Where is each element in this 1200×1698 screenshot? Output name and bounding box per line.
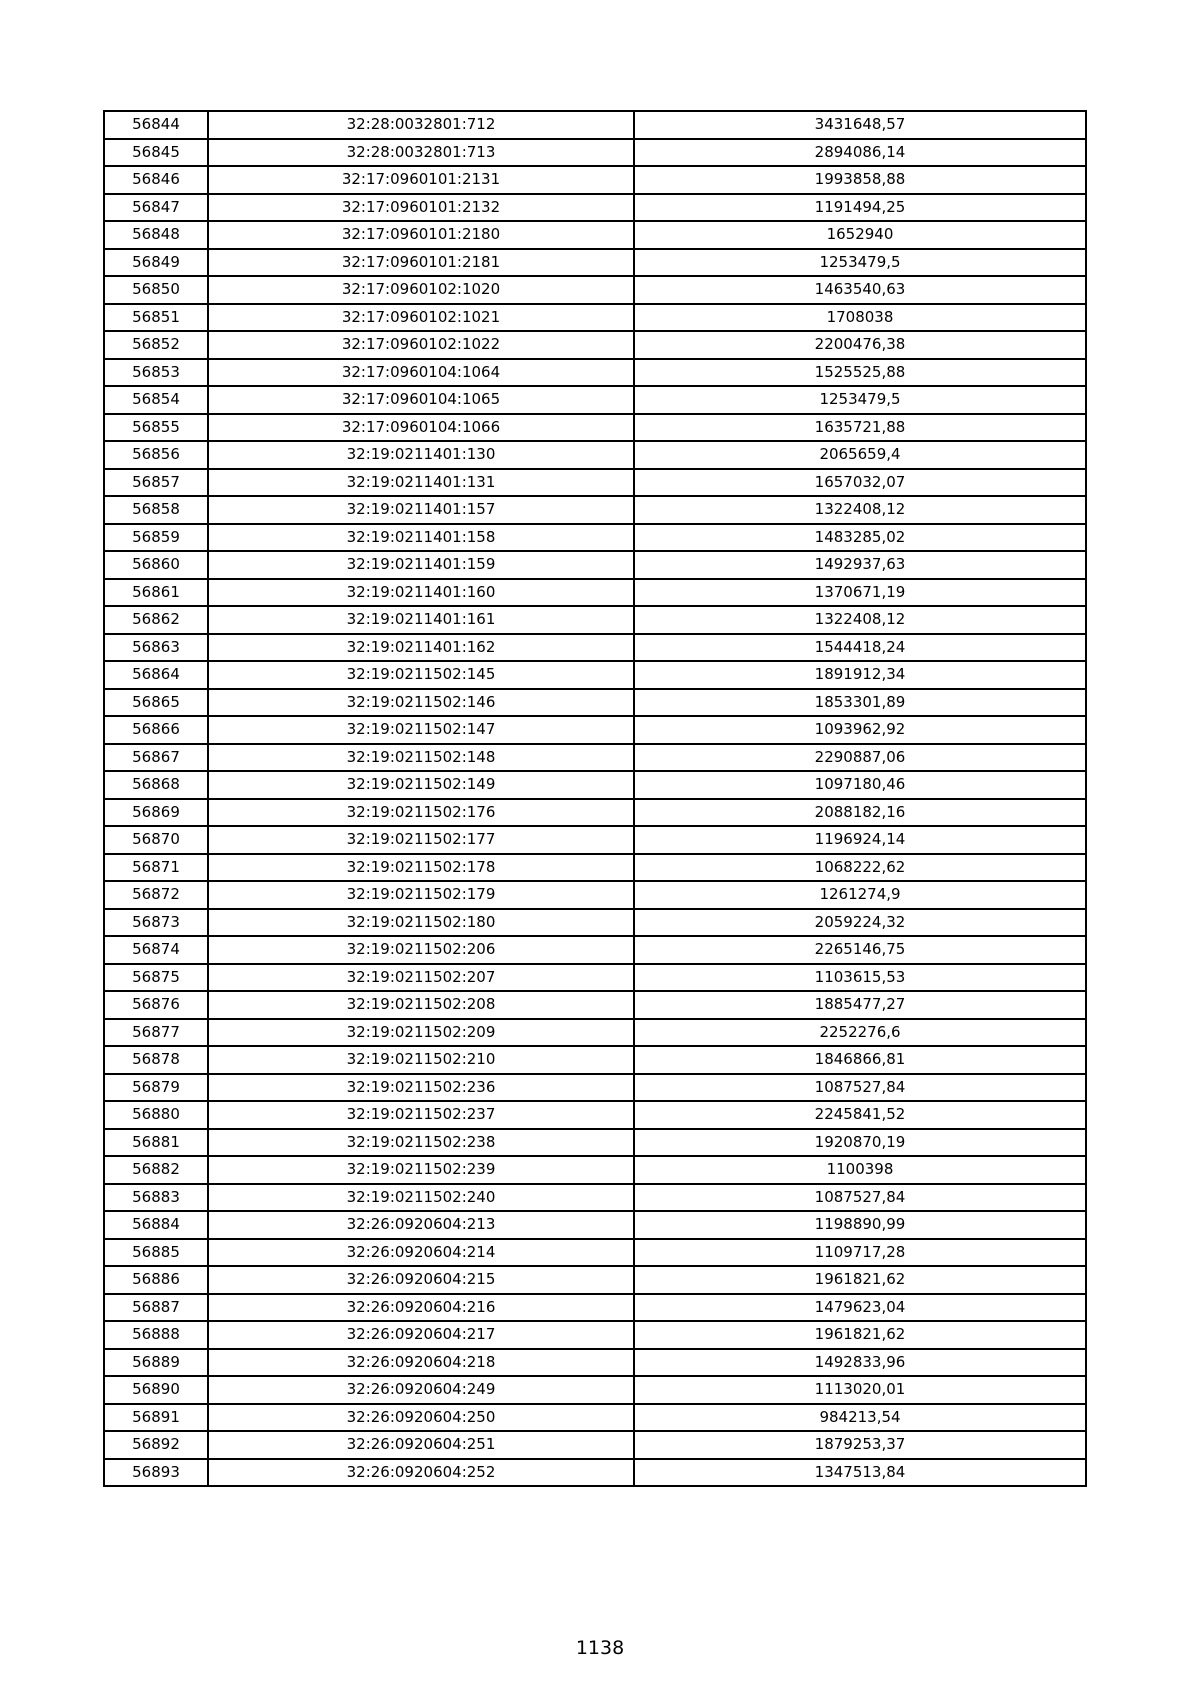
value-cell: 3431648,57: [634, 111, 1086, 139]
table-row: [104, 331, 1086, 359]
cadastral-number-cell: 32:19:0211502:180: [208, 909, 634, 937]
value-cell: 2065659,4: [634, 441, 1086, 469]
value-cell: 1920870,19: [634, 1129, 1086, 1157]
cadastral-number-cell: 32:17:0960104:1064: [208, 359, 634, 387]
row-number-cell: 56846: [104, 166, 208, 194]
row-number-cell: 56874: [104, 936, 208, 964]
page-number: 1138: [575, 1637, 625, 1659]
cadastral-number-cell: 32:26:0920604:214: [208, 1239, 634, 1267]
row-number-cell: 56848: [104, 221, 208, 249]
value-cell: 2265146,75: [634, 936, 1086, 964]
value-cell: 2252276,6: [634, 1019, 1086, 1047]
cadastral-number-cell: 32:17:0960102:1021: [208, 304, 634, 332]
row-number-cell: 56858: [104, 496, 208, 524]
cadastral-number-cell: 32:19:0211401:162: [208, 634, 634, 662]
table-row: [104, 386, 1086, 414]
table-row: [104, 579, 1086, 607]
table-body: [104, 111, 1086, 1486]
cadastral-number-cell: 32:19:0211502:176: [208, 799, 634, 827]
table-row: [104, 139, 1086, 167]
row-number-cell: 56856: [104, 441, 208, 469]
cadastral-number-cell: 32:17:0960104:1065: [208, 386, 634, 414]
value-cell: 1891912,34: [634, 661, 1086, 689]
cadastral-number-cell: 32:17:0960102:1022: [208, 331, 634, 359]
cadastral-number-cell: 32:19:0211502:240: [208, 1184, 634, 1212]
cadastral-number-cell: 32:19:0211401:161: [208, 606, 634, 634]
cadastral-number-cell: 32:19:0211401:131: [208, 469, 634, 497]
value-cell: 1253479,5: [634, 249, 1086, 277]
cadastral-number-cell: 32:19:0211502:239: [208, 1156, 634, 1184]
value-cell: 1879253,37: [634, 1431, 1086, 1459]
value-cell: 1708038: [634, 304, 1086, 332]
value-cell: 1492833,96: [634, 1349, 1086, 1377]
row-number-cell: 56884: [104, 1211, 208, 1239]
table-row: [104, 634, 1086, 662]
table-row: [104, 496, 1086, 524]
table-row: [104, 1321, 1086, 1349]
row-number-cell: 56850: [104, 276, 208, 304]
cadastral-number-cell: 32:19:0211401:160: [208, 579, 634, 607]
table-row: [104, 744, 1086, 772]
value-cell: 1961821,62: [634, 1266, 1086, 1294]
row-number-cell: 56849: [104, 249, 208, 277]
cadastral-number-cell: 32:19:0211401:158: [208, 524, 634, 552]
value-cell: 1191494,25: [634, 194, 1086, 222]
value-cell: 2290887,06: [634, 744, 1086, 772]
table-row: [104, 799, 1086, 827]
cadastral-number-cell: 32:19:0211502:237: [208, 1101, 634, 1129]
value-cell: 2894086,14: [634, 139, 1086, 167]
cadastral-number-cell: 32:19:0211502:146: [208, 689, 634, 717]
cadastral-number-cell: 32:19:0211502:145: [208, 661, 634, 689]
cadastral-number-cell: 32:19:0211401:159: [208, 551, 634, 579]
value-cell: 1463540,63: [634, 276, 1086, 304]
row-number-cell: 56862: [104, 606, 208, 634]
row-number-cell: 56886: [104, 1266, 208, 1294]
value-cell: 1347513,84: [634, 1459, 1086, 1487]
cadastral-number-cell: 32:19:0211502:206: [208, 936, 634, 964]
cadastral-number-cell: 32:19:0211502:177: [208, 826, 634, 854]
table-row: [104, 1349, 1086, 1377]
row-number-cell: 56872: [104, 881, 208, 909]
table-row: [104, 826, 1086, 854]
row-number-cell: 56847: [104, 194, 208, 222]
value-cell: 1544418,24: [634, 634, 1086, 662]
cadastral-number-cell: 32:17:0960101:2132: [208, 194, 634, 222]
table-row: [104, 1211, 1086, 1239]
table-row: [104, 551, 1086, 579]
table-row: [104, 1074, 1086, 1102]
table-row: [104, 194, 1086, 222]
row-number-cell: 56891: [104, 1404, 208, 1432]
row-number-cell: 56860: [104, 551, 208, 579]
row-number-cell: 56857: [104, 469, 208, 497]
row-number-cell: 56878: [104, 1046, 208, 1074]
row-number-cell: 56883: [104, 1184, 208, 1212]
value-cell: 1885477,27: [634, 991, 1086, 1019]
cadastral-number-cell: 32:17:0960101:2181: [208, 249, 634, 277]
row-number-cell: 56876: [104, 991, 208, 1019]
cadastral-number-cell: 32:19:0211502:208: [208, 991, 634, 1019]
row-number-cell: 56866: [104, 716, 208, 744]
table-row: [104, 854, 1086, 882]
cadastral-number-cell: 32:19:0211502:147: [208, 716, 634, 744]
cadastral-number-cell: 32:17:0960101:2131: [208, 166, 634, 194]
value-cell: 1846866,81: [634, 1046, 1086, 1074]
cadastral-number-cell: 32:19:0211502:210: [208, 1046, 634, 1074]
row-number-cell: 56870: [104, 826, 208, 854]
value-cell: 1483285,02: [634, 524, 1086, 552]
cadastral-number-cell: 32:17:0960102:1020: [208, 276, 634, 304]
cadastral-number-cell: 32:19:0211502:209: [208, 1019, 634, 1047]
value-cell: 1109717,28: [634, 1239, 1086, 1267]
table-row: [104, 469, 1086, 497]
table-row: [104, 661, 1086, 689]
table-row: [104, 166, 1086, 194]
row-number-cell: 56887: [104, 1294, 208, 1322]
value-cell: 1087527,84: [634, 1184, 1086, 1212]
cadastral-number-cell: 32:28:0032801:712: [208, 111, 634, 139]
table-row: [104, 249, 1086, 277]
row-number-cell: 56877: [104, 1019, 208, 1047]
table-row: [104, 991, 1086, 1019]
row-number-cell: 56863: [104, 634, 208, 662]
row-number-cell: 56882: [104, 1156, 208, 1184]
table-row: [104, 1156, 1086, 1184]
value-cell: 2200476,38: [634, 331, 1086, 359]
cadastral-number-cell: 32:17:0960104:1066: [208, 414, 634, 442]
table-row: [104, 1404, 1086, 1432]
table-row: [104, 1294, 1086, 1322]
row-number-cell: 56881: [104, 1129, 208, 1157]
table-row: [104, 1239, 1086, 1267]
cadastral-number-cell: 32:19:0211502:207: [208, 964, 634, 992]
table-row: [104, 881, 1086, 909]
row-number-cell: 56845: [104, 139, 208, 167]
row-number-cell: 56868: [104, 771, 208, 799]
value-cell: 1322408,12: [634, 606, 1086, 634]
cadastral-number-cell: 32:26:0920604:217: [208, 1321, 634, 1349]
row-number-cell: 56871: [104, 854, 208, 882]
table-row: [104, 964, 1086, 992]
row-number-cell: 56864: [104, 661, 208, 689]
value-cell: 1093962,92: [634, 716, 1086, 744]
table-row: [104, 1431, 1086, 1459]
value-cell: 1322408,12: [634, 496, 1086, 524]
value-cell: 1087527,84: [634, 1074, 1086, 1102]
cadastral-number-cell: 32:26:0920604:218: [208, 1349, 634, 1377]
value-cell: 1479623,04: [634, 1294, 1086, 1322]
value-cell: 1196924,14: [634, 826, 1086, 854]
row-number-cell: 56844: [104, 111, 208, 139]
table-row: [104, 1266, 1086, 1294]
cadastral-number-cell: 32:19:0211401:130: [208, 441, 634, 469]
value-cell: 1103615,53: [634, 964, 1086, 992]
value-cell: 1635721,88: [634, 414, 1086, 442]
row-number-cell: 56888: [104, 1321, 208, 1349]
table-row: [104, 689, 1086, 717]
cadastral-number-cell: 32:26:0920604:216: [208, 1294, 634, 1322]
table-row: [104, 936, 1086, 964]
cadastral-number-cell: 32:28:0032801:713: [208, 139, 634, 167]
table-row: [104, 606, 1086, 634]
row-number-cell: 56861: [104, 579, 208, 607]
row-number-cell: 56869: [104, 799, 208, 827]
table-row: [104, 111, 1086, 139]
value-cell: 1068222,62: [634, 854, 1086, 882]
table-row: [104, 1184, 1086, 1212]
value-cell: 1853301,89: [634, 689, 1086, 717]
value-cell: 1370671,19: [634, 579, 1086, 607]
value-cell: 1261274,9: [634, 881, 1086, 909]
row-number-cell: 56865: [104, 689, 208, 717]
cadastral-number-cell: 32:17:0960101:2180: [208, 221, 634, 249]
table-row: [104, 1019, 1086, 1047]
cadastral-number-cell: 32:19:0211502:148: [208, 744, 634, 772]
cadastral-number-cell: 32:26:0920604:213: [208, 1211, 634, 1239]
cadastral-number-cell: 32:26:0920604:250: [208, 1404, 634, 1432]
row-number-cell: 56885: [104, 1239, 208, 1267]
table-row: [104, 414, 1086, 442]
value-cell: 1652940: [634, 221, 1086, 249]
value-cell: 1492937,63: [634, 551, 1086, 579]
row-number-cell: 56879: [104, 1074, 208, 1102]
row-number-cell: 56893: [104, 1459, 208, 1487]
cadastral-number-cell: 32:26:0920604:252: [208, 1459, 634, 1487]
table-row: [104, 524, 1086, 552]
table-row: [104, 441, 1086, 469]
row-number-cell: 56853: [104, 359, 208, 387]
cadastral-number-cell: 32:26:0920604:251: [208, 1431, 634, 1459]
row-number-cell: 56880: [104, 1101, 208, 1129]
value-cell: 1097180,46: [634, 771, 1086, 799]
table-row: [104, 304, 1086, 332]
row-number-cell: 56867: [104, 744, 208, 772]
table-row: [104, 359, 1086, 387]
cadastral-number-cell: 32:19:0211502:238: [208, 1129, 634, 1157]
row-number-cell: 56852: [104, 331, 208, 359]
cadastral-number-cell: 32:19:0211502:178: [208, 854, 634, 882]
value-cell: 1961821,62: [634, 1321, 1086, 1349]
cadastral-number-cell: 32:26:0920604:215: [208, 1266, 634, 1294]
value-cell: 2059224,32: [634, 909, 1086, 937]
table-row: [104, 221, 1086, 249]
row-number-cell: 56892: [104, 1431, 208, 1459]
cadastral-number-cell: 32:19:0211401:157: [208, 496, 634, 524]
table-row: [104, 276, 1086, 304]
table-row: [104, 1376, 1086, 1404]
cadastral-number-cell: 32:19:0211502:179: [208, 881, 634, 909]
table-row: [104, 1046, 1086, 1074]
cadastral-number-cell: 32:19:0211502:149: [208, 771, 634, 799]
value-cell: 1198890,99: [634, 1211, 1086, 1239]
table-row: [104, 1101, 1086, 1129]
cadastral-number-cell: 32:26:0920604:249: [208, 1376, 634, 1404]
row-number-cell: 56873: [104, 909, 208, 937]
row-number-cell: 56859: [104, 524, 208, 552]
cadastral-number-cell: 32:19:0211502:236: [208, 1074, 634, 1102]
row-number-cell: 56875: [104, 964, 208, 992]
row-number-cell: 56855: [104, 414, 208, 442]
row-number-cell: 56889: [104, 1349, 208, 1377]
table-row: [104, 1459, 1086, 1487]
value-cell: 2245841,52: [634, 1101, 1086, 1129]
table-row: [104, 909, 1086, 937]
value-cell: 1525525,88: [634, 359, 1086, 387]
value-cell: 1253479,5: [634, 386, 1086, 414]
value-cell: 2088182,16: [634, 799, 1086, 827]
value-cell: 984213,54: [634, 1404, 1086, 1432]
row-number-cell: 56854: [104, 386, 208, 414]
row-number-cell: 56890: [104, 1376, 208, 1404]
table-row: [104, 771, 1086, 799]
row-number-cell: 56851: [104, 304, 208, 332]
value-cell: 1100398: [634, 1156, 1086, 1184]
value-cell: 1113020,01: [634, 1376, 1086, 1404]
table-row: [104, 716, 1086, 744]
data-table: [103, 110, 1087, 1487]
table-row: [104, 1129, 1086, 1157]
value-cell: 1993858,88: [634, 166, 1086, 194]
value-cell: 1657032,07: [634, 469, 1086, 497]
